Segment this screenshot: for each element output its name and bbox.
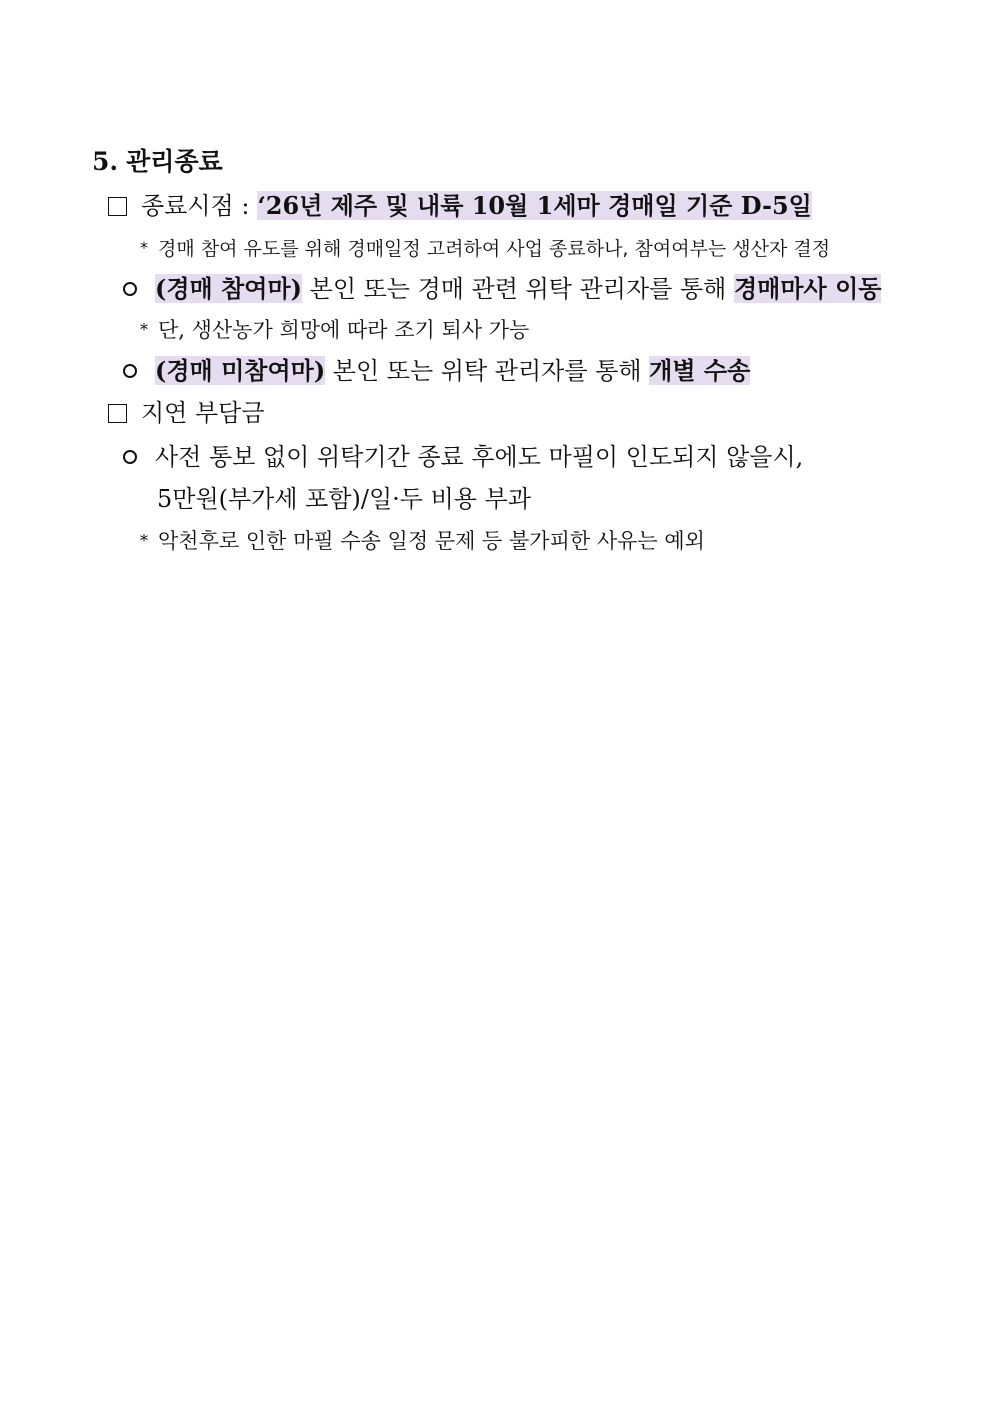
- auction-participant-item: [123, 273, 881, 305]
- delay-charge-item-continued: [157, 483, 531, 515]
- asterisk-icon: *: [140, 238, 148, 257]
- end-point-note-text: 경매 참여 유도를 위해 경매일정 고려하여 사업 종료하나, 참여여부는 생산자 결정: [158, 238, 831, 260]
- circle-bullet-icon: [123, 450, 137, 464]
- circle-bullet-icon: [123, 282, 137, 296]
- non-participant-text: 본인 또는 위탁 관리자를 통해: [325, 357, 650, 385]
- asterisk-icon: *: [140, 320, 148, 339]
- section-number: 5.: [92, 147, 119, 176]
- asterisk-icon: *: [140, 531, 148, 550]
- section-title: 관리종료: [126, 147, 223, 176]
- delay-charge-text-line1: 사전 통보 없이 위탁기간 종료 후에도 마필이 인도되지 않을시,: [155, 443, 804, 471]
- non-participant-item: [123, 355, 750, 387]
- square-bullet-icon: [108, 197, 127, 216]
- auction-participant-note: [140, 316, 529, 344]
- end-point-value: ‘26년 제주 및 내륙 10월 1세마 경매일 기준 D-5일: [257, 191, 812, 220]
- end-point-label: 종료시점 :: [141, 192, 250, 220]
- auction-participant-text: 본인 또는 경매 관련 위탁 관리자를 통해: [302, 275, 734, 303]
- delay-charge-item: [123, 441, 803, 473]
- delay-charge-label: 지연 부담금: [141, 399, 265, 427]
- circle-bullet-icon: [123, 364, 137, 378]
- delay-charge-note: [140, 525, 705, 557]
- square-bullet-icon: [108, 404, 127, 423]
- auction-participant-result: 경매마사 이동: [733, 274, 882, 303]
- auction-participant-note-text: 단, 생산농가 희망에 따라 조기 퇴사 가능: [158, 318, 530, 342]
- delay-charge-note-text: 악천후로 인한 마필 수송 일정 문제 등 불가피한 사유는 예외: [158, 529, 705, 553]
- non-participant-tag: (경매 미참여마): [155, 356, 326, 385]
- section-heading: [92, 146, 223, 178]
- delay-charge-text-line2: 5만원(부가세 포함)/일·두 비용 부과: [157, 485, 531, 513]
- end-point-row: [108, 190, 812, 222]
- end-point-note: [140, 234, 830, 263]
- non-participant-result: 개별 수송: [649, 356, 751, 385]
- auction-participant-tag: (경매 참여마): [155, 274, 302, 303]
- delay-charge-row: [108, 397, 265, 429]
